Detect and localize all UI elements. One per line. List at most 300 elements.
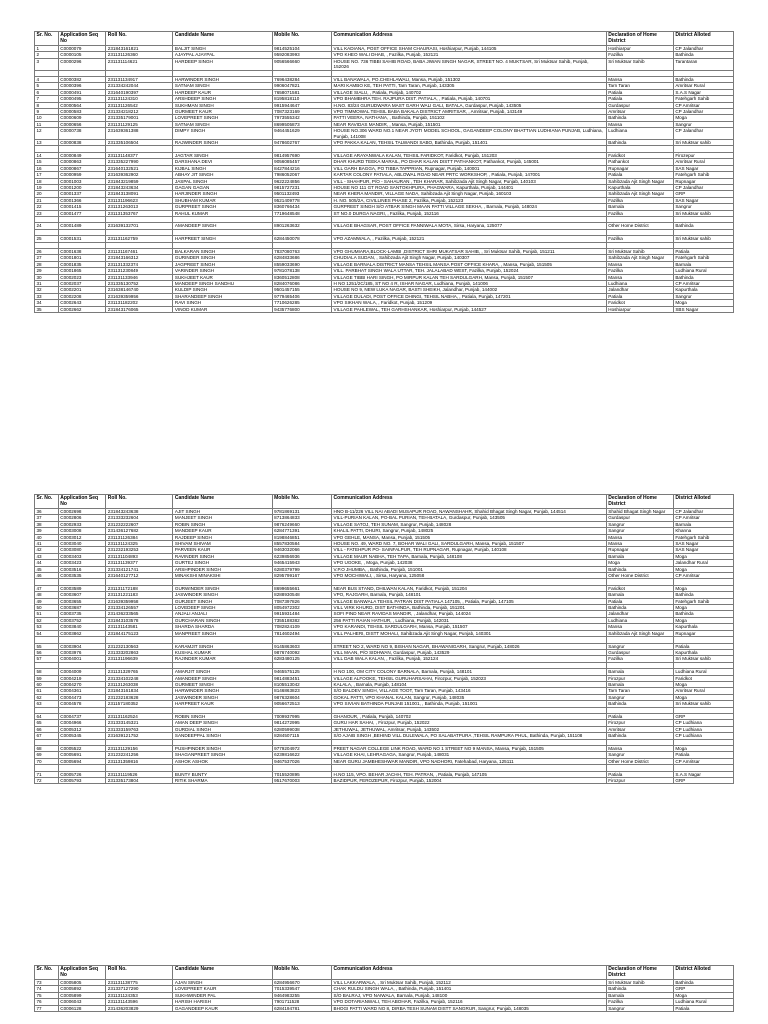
table-cell: Bathinda — [673, 52, 733, 58]
table-cell: Bathinda — [673, 980, 733, 986]
table-cell: Fazilka — [606, 197, 673, 203]
table-cell: 231232193253 — [106, 547, 173, 553]
table-cell: 231131129125 — [106, 121, 173, 127]
table-cell: VPO MOCHIWALI, , Sirsa, Haryana, 125058 — [332, 573, 607, 579]
table-cell: C0005805 — [58, 980, 106, 986]
table-cell: VILLAGE DULADI, POST OFFICE DHINGI, TEHSIL NABHA, , Patiala, Punjab, 147201 — [332, 293, 607, 299]
table-cell: Patiala — [606, 598, 673, 604]
table-cell: C0000382 — [58, 77, 106, 83]
table-cell: C0002662 — [58, 306, 106, 312]
table-cell: 22 — [35, 204, 59, 210]
table-cell: Amritsar — [606, 726, 673, 732]
table-cell: GURTEJ SINGH — [173, 560, 272, 566]
table-cell: 231436203829 — [106, 1005, 173, 1011]
table-cell: SAS Nagar — [673, 547, 733, 553]
table-cell: 6283480125 — [272, 656, 331, 662]
table-cell: GURU HAR SAHAI, , Firozpur, Punjab, 152022 — [332, 720, 607, 726]
table-cell: VPO AZAMWALA, , Fazilka, Punjab, 152121 — [332, 236, 607, 242]
table-cell: Amritsar Rural — [673, 688, 733, 694]
table-cell: VPO PAKKA KALAN, TEHSIL TALWANDI SABO, Bathinda, Punjab, 151401 — [332, 140, 607, 146]
table-cell: 231131138775 — [106, 980, 173, 986]
table-cell: CP Amritsar — [673, 515, 733, 521]
table-cell: Faridkot — [673, 675, 733, 681]
table-cell: 231131162759 — [106, 236, 173, 242]
table-cell: C0003655 — [58, 598, 106, 604]
table-cell: HARPREET SINGH — [173, 236, 272, 242]
table-cell: 231131126384 — [106, 534, 173, 540]
table-cell: Sri Muktsar Sahib — [606, 980, 673, 986]
table-cell: CP Amritsar — [673, 573, 733, 579]
table-cell: Jalandhar Rural — [673, 560, 733, 566]
table-cell: 231843166312 — [106, 255, 173, 261]
table-cell: LOVEPREET SINGH — [173, 115, 272, 121]
table-cell: 231436127682 — [106, 528, 173, 534]
table-cell: 231131143581 — [106, 624, 173, 630]
table-cell: 38 — [35, 521, 59, 527]
table-cell: 231334121741 — [106, 566, 173, 572]
column-header: Declaration of Home District — [606, 32, 673, 46]
table-cell: C0001200 — [58, 184, 106, 190]
table-cell: Fatehgarh Sahib — [673, 172, 733, 178]
column-header: Sr. No. — [35, 32, 59, 46]
table-cell: 6280379799 — [272, 566, 331, 572]
table-cell: 8713864833 — [272, 515, 331, 521]
table-cell: 231131332374 — [106, 261, 173, 267]
table-cell: C0004001 — [58, 656, 106, 662]
table-cell: C0003687 — [58, 605, 106, 611]
table-cell: C0003752 — [58, 617, 106, 623]
table-cell: Ludhiana Rural — [673, 268, 733, 274]
table-cell: Rupnagar — [606, 165, 673, 171]
table-cell: C0003008 — [58, 528, 106, 534]
table-cell: AJIT SINGH — [173, 509, 272, 515]
table-cell: 231131134917 — [106, 77, 173, 83]
table-cell: 8054972302 — [272, 605, 331, 611]
table-cell: C0002037 — [58, 280, 106, 286]
table-cell: Faridkot — [606, 585, 673, 591]
table-cell: DARSHANA DEVI — [173, 159, 272, 165]
table-cell: Rupnagar — [673, 630, 733, 636]
table-cell: C0002698 — [58, 509, 106, 515]
table-cell: CP Jalandhar — [673, 46, 733, 52]
table-cell: HOUSE NO. 49, WARD NO. 7, BOHAR WALI GALI, SARDULGARH, Mansa, Punjab, 151507 — [332, 541, 607, 547]
table-cell: C0002643 — [58, 300, 106, 306]
table-cell: Patiala — [606, 89, 673, 95]
table-cell: C0004270 — [58, 681, 106, 687]
table-cell: KUSHAL KUMAR — [173, 649, 272, 655]
table-cell: CP Amritsar — [673, 280, 733, 286]
table-cell: Patiala — [606, 96, 673, 102]
table-cell: Sangrur — [673, 121, 733, 127]
table-cell: 9781869131 — [272, 509, 331, 515]
table-cell: 30 — [35, 274, 59, 280]
table-cell: 9 — [35, 109, 59, 115]
table-cell: AJAYPAL AJAYPAL — [173, 52, 272, 58]
table-cell: Sangrur — [673, 204, 733, 210]
table-cell: 7837080763 — [272, 248, 331, 254]
table-cell: VILL VIRK KHURD, DIST BATHINDA, Bathinda, Punjab, 151201 — [332, 605, 607, 611]
table-cell: KIJBAL SINGH — [173, 165, 272, 171]
table-cell: 31 — [35, 280, 59, 286]
table-cell: VILL-PURIAN KALAN, PO-BAL PURIAN, TEH-BATALA, Gurdaspur, Punjab, 143505 — [332, 515, 607, 521]
table-cell: PREET NAGAR COLLEGE LINK ROAD, WARD NO 1 STREET NO 9 MANSA, Mansa, Punjab, 151505 — [332, 745, 607, 751]
table-cell: BALKARAN SINGH — [173, 248, 272, 254]
table-cell: VPO SIKHAN WALA, , Faridkot, Punjab, 151209 — [332, 300, 607, 306]
table-cell: H.NO 115, VPO. BEHAR JACHH, TEH. PATRAN, , Patiala, Punjab, 147105 — [332, 771, 607, 777]
table-cell: 9056085457 — [272, 159, 331, 165]
table-cell: BUNTY BUNTY — [173, 771, 272, 777]
table-cell: C0005899 — [58, 992, 106, 998]
table-cell: 48 — [35, 592, 59, 598]
table-cell: VILL - SHAHPUR, P/O - SAHAURAN , TEH KHARAR, Sahibzada Ajit Singh Nagar, Punjab, 140103 — [332, 178, 607, 184]
table-cell: Patiala — [673, 248, 733, 254]
table-cell: 67 — [35, 733, 59, 739]
table-cell: VILL LAKKARWALA, , Sri Muktsar Sahib, Punjab, 152112 — [332, 980, 607, 986]
table-cell: AMARJIT SINGH — [173, 669, 272, 675]
table-cell: 9463032066 — [272, 547, 331, 553]
table-cell: SHUBHAM KUMAR — [173, 197, 272, 203]
table-cell: 7973555342 — [272, 115, 331, 121]
table-cell: Sri Muktsar Sahib — [606, 58, 673, 70]
column-header: Roll No. — [106, 966, 173, 980]
table-cell: 231843161821 — [106, 46, 173, 52]
table-cell: C0003040 — [58, 541, 106, 547]
table-cell: Tarantaran — [673, 58, 733, 70]
table-cell: ABHAY JIT SINGH — [173, 172, 272, 178]
table-cell: Patiala — [606, 771, 673, 777]
table-cell: 8146863823 — [272, 688, 331, 694]
table-cell: Moga — [673, 300, 733, 306]
table-cell: CP Jalandhar — [673, 128, 733, 140]
table-cell: C0005312 — [58, 726, 106, 732]
table-cell: 231640132521 — [106, 165, 173, 171]
table-cell: H NO 100, OM CITY COLONY BARNALA, Barnala, Punjab, 148101 — [332, 669, 607, 675]
table-block-1 — [34, 31, 734, 313]
table-cell: Moga — [673, 115, 733, 121]
table-cell: 61 — [35, 688, 59, 694]
table-cell: 231334218212 — [106, 109, 173, 115]
table-cell: 10 — [35, 115, 59, 121]
column-header: Mobile No. — [272, 495, 331, 509]
table-cell: C0000079 — [58, 46, 106, 52]
table-cell: 8288930548 — [272, 592, 331, 598]
table-cell: 7658071581 — [272, 89, 331, 95]
table-cell: AMAN DEEP SINGH — [173, 720, 272, 726]
table-cell: AMANDEEP SINGH — [173, 675, 272, 681]
table-cell: 231335106504 — [106, 140, 173, 146]
table-cell: C0005793 — [58, 777, 106, 783]
table-cell: Bathinda — [673, 611, 733, 617]
table-cell: SOFI PIND NEAR RAVIDAS MANDIR, , Jalandhar, Punjab, 144024 — [332, 611, 607, 617]
table-cell: Fazilka — [606, 52, 673, 58]
table-cell: Barnala — [606, 669, 673, 675]
table-cell: Amritsar — [606, 109, 673, 115]
column-header: Communication Address — [332, 966, 607, 980]
column-header: Candidate Name — [173, 32, 272, 46]
table-cell: Tarn Taran — [606, 688, 673, 694]
table-cell: H.NO. 83/24 GURUDWARA MAST GARH WALI GALI, BATALA, Gurdaspur, Punjab, 143505 — [332, 102, 607, 108]
table-cell: VILLAGE MAUR NABHA, TEH TAPA, Barnala, Punjab, 148108 — [332, 553, 607, 559]
table-cell: 231131196639 — [106, 656, 173, 662]
table-cell: 56 — [35, 649, 59, 655]
table-cell: C0005694 — [58, 758, 106, 764]
table-cell: CP Amritsar — [673, 102, 733, 108]
table-cell: AJAN SINGH — [173, 980, 272, 986]
table-cell: 231131167461 — [106, 248, 173, 254]
table-cell: Barnala — [673, 521, 733, 527]
table-cell: C0003589 — [58, 585, 106, 591]
table-cell: Bathinda — [673, 592, 733, 598]
table-cell: 9464451629 — [272, 128, 331, 140]
candidate-table — [34, 31, 734, 313]
table-row — [35, 1005, 734, 1011]
table-cell: 9814525104 — [272, 46, 331, 52]
table-cell: C0004009 — [58, 669, 106, 675]
table-cell: Firozpur — [606, 777, 673, 783]
table-cell: H NO 1251/2C/185, ST NO 4 R, ISHAR NAGAR, Ludhiana, Punjab, 141006 — [332, 280, 607, 286]
table-cell: C0001865 — [58, 268, 106, 274]
table-cell: VILL GARH BAGGA, PO TIBBA TAPPRIAN, Rupnagar, Punjab, 140001 — [332, 165, 607, 171]
table-cell: HARWINDER SINGH — [173, 688, 272, 694]
table-cell: 4 — [35, 77, 59, 83]
table-cell: 8295799167 — [272, 573, 331, 579]
table-cell: C0000838 — [58, 140, 106, 146]
table-cell: 9056672513 — [272, 701, 331, 707]
table-cell: 12 — [35, 128, 59, 140]
table-cell: RAHUL KUMAR — [173, 210, 272, 216]
table-cell: 9876740092 — [272, 649, 331, 655]
table-cell: Sri Muktsar sahib — [673, 140, 733, 146]
table-cell: 231131124353 — [106, 992, 173, 998]
table-cell: Amritsar Rural — [673, 83, 733, 89]
table-cell: 9814957690 — [272, 152, 331, 158]
table-cell: Gurdaspur — [606, 102, 673, 108]
table-cell: Barnala — [606, 592, 673, 598]
table-cell: VILLAGE BHAGSAR, POST OFFICE PANNIWALA MOTA, Sirsa, Haryana, 125077 — [332, 223, 607, 229]
table-cell: C0000296 — [58, 58, 106, 70]
table-cell: Bathinda — [673, 77, 733, 83]
table-cell: Other Home District — [606, 758, 673, 764]
table-cell: 26 — [35, 248, 59, 254]
table-cell: Bathinda — [606, 566, 673, 572]
table-cell: Patiala — [673, 1005, 733, 1011]
table-cell: 7355188382 — [272, 617, 331, 623]
table-cell: 25 — [35, 236, 59, 242]
table-cell: 58 — [35, 669, 59, 675]
table-cell: 231131148377 — [106, 152, 173, 158]
table-cell: 8284076086 — [272, 280, 331, 286]
table-cell: VILLAGE PAHLEWAL, TEH GARHSHANKAR, Hoshiarpur, Punjab, 144527 — [332, 306, 607, 312]
table-cell: 39 — [35, 528, 59, 534]
table-cell: CP Jalandhar — [673, 109, 733, 115]
table-cell: Other Home District — [606, 223, 673, 229]
table-cell: 7 — [35, 96, 59, 102]
table-cell: GURDIAL SINGH — [173, 726, 272, 732]
table-cell: Sri Muktsar sahib — [673, 701, 733, 707]
table-cell: 65 — [35, 720, 59, 726]
table-cell: C0003840 — [58, 624, 106, 630]
table-cell: C0003862 — [58, 630, 106, 636]
table-cell: 231232130563 — [106, 643, 173, 649]
table-cell: 59 — [35, 675, 59, 681]
table-cell: VPO UGOKE, , Moga, Punjab, 142038 — [332, 560, 607, 566]
table-cell: Sri Muktsar sahib — [673, 656, 733, 662]
table-cell: SUKHMAN SINGH — [173, 102, 272, 108]
table-cell: 231843161834 — [106, 688, 173, 694]
table-cell: 9465415943 — [272, 560, 331, 566]
table-cell: Khanna — [673, 528, 733, 534]
table-cell: 231131104893 — [106, 553, 173, 559]
column-header: Mobile No. — [272, 966, 331, 980]
table-cell: 231232222607 — [106, 521, 173, 527]
table-cell: 68 — [35, 745, 59, 751]
table-cell: 7696438284 — [272, 77, 331, 83]
table-cell: C0002208 — [58, 293, 106, 299]
table-cell: 52 — [35, 617, 59, 623]
table-cell: Sangrur — [673, 293, 733, 299]
table-cell: Moga — [673, 992, 733, 998]
table-cell: C0001489 — [58, 223, 106, 229]
table-cell: GURMEET KAUR — [173, 109, 272, 115]
table-cell: KHALIL PATTI, DHURI, Sangrur, Punjab, 148025 — [332, 528, 607, 534]
table-cell: Sangrur — [606, 694, 673, 700]
table-cell: Barnala — [606, 204, 673, 210]
table-cell: 7082824109 — [272, 624, 331, 630]
table-cell: KARAMJIT SINGH — [173, 643, 272, 649]
table-cell: ROBIN SINGH — [173, 521, 272, 527]
table-cell: NEAR RAVIDAS MANDIR, , Mansa, Punjab, 151501 — [332, 121, 607, 127]
table-cell: 231334102248 — [106, 675, 173, 681]
table-cell: 64 — [35, 713, 59, 719]
table-cell: GURINDER SINGH — [173, 255, 272, 261]
table-cell: 231131133946 — [106, 274, 173, 280]
table-cell: VPO KHEO WALI DHAB, , Fazilka, Punjab, 152121 — [332, 52, 607, 58]
table-cell: 9467537026 — [272, 758, 331, 764]
table-cell: 9435776800 — [272, 306, 331, 312]
table-cell: Sahibzada Ajit Singh Nagar — [606, 630, 673, 636]
table-cell: C0003080 — [58, 547, 106, 553]
table-cell: 74 — [35, 986, 59, 992]
table-cell: GURWINDER SINGH — [173, 585, 272, 591]
table-cell: VPO BHAMBHRA TEH. RAJPURA DIST. PATIALA, , Patiala, Punjab, 140701 — [332, 96, 607, 102]
table-cell: C0000105 — [58, 52, 106, 58]
table-cell: 6280599038 — [272, 726, 331, 732]
table-cell: Rupnagar — [673, 178, 733, 184]
table-cell: 256 PATTI RAIAN HATHUR, , Ludhiana, Punjab, 142031 — [332, 617, 607, 623]
table-cell: 16 — [35, 165, 59, 171]
table-cell: Bathinda — [606, 115, 673, 121]
table-cell: Bathinda — [673, 274, 733, 280]
table-cell: Sangrur — [606, 643, 673, 649]
table-cell: 9145863603 — [272, 643, 331, 649]
table-cell: 231131230849 — [106, 268, 173, 274]
table-cell: 231436233565 — [106, 611, 173, 617]
table-cell: HARDEEP SINGH — [173, 58, 272, 70]
table-cell: Sahibzada Ajit Singh Nagar — [606, 191, 673, 197]
table-cell: Patiala — [606, 293, 673, 299]
table-cell: 8105513042 — [272, 681, 331, 687]
table-cell: C0003423 — [58, 560, 106, 566]
table-cell: HOUSE NO.306 WARD NO.1 NEAR JYOTI MODEL SCHOOL, GAGANDEEP COLONY BHATTIAN LUDHIANA PUNJAB, Ludhiana, Punjab, 141008 — [332, 128, 607, 140]
table-cell: 21 — [35, 197, 59, 203]
table-cell: DIMPY SINGH — [173, 128, 272, 140]
table-cell: 50 — [35, 605, 59, 611]
table-cell: 231639359958 — [106, 598, 173, 604]
table-cell: Fazilka — [606, 268, 673, 274]
table-cell: C0001531 — [58, 236, 106, 242]
table-cell: Bathinda — [606, 140, 673, 146]
table-cell: 231638146740 — [106, 287, 173, 293]
table-cell: 46 — [35, 573, 59, 579]
table-cell: Moga — [606, 560, 673, 566]
table-cell: C0002933 — [58, 521, 106, 527]
table-cell: PUSHPINDER SINGH — [173, 745, 272, 751]
table-cell: 9876249660 — [272, 521, 331, 527]
table-cell: 19 — [35, 184, 59, 190]
table-cell: V.P.O JHUMBA, , Bathinda, Punjab, 151001 — [332, 566, 607, 572]
table-cell: HARISH HARISH — [173, 999, 272, 1005]
table-cell: VPO GHUMIARA,BLOCK-LAMBI ,DISTRICT SHRI MUKATSAR SAHIB, , Sri Muktsar Sahib, Punjab, 151211 — [332, 248, 607, 254]
table-cell: Pathankot — [606, 159, 673, 165]
table-cell: 9814272995 — [272, 720, 331, 726]
table-cell: C0000609 — [58, 115, 106, 121]
table-cell: 231844175123 — [106, 630, 173, 636]
table-cell: 9779204972 — [272, 745, 331, 751]
table-cell: C0005522 — [58, 745, 106, 751]
table-cell: 7087323169 — [272, 109, 331, 115]
table-cell: NEAR KHERA MANDIR, VILLAGE NADA, Sahibzada Ajit Singh Nagar, Punjab, 160103 — [332, 191, 607, 197]
table-cell: JETHUWAL, JETHUWAL, Amritsar, Punjab, 143502 — [332, 726, 607, 732]
table-cell: C0001366 — [58, 197, 106, 203]
table-cell: Rupnagar — [606, 547, 673, 553]
table-cell: 76 — [35, 999, 59, 1005]
table-cell: Ludhiana — [606, 617, 673, 623]
table-cell: VPO, RAJGARH, Barnala, Punjab, 148101 — [332, 592, 607, 598]
table-cell: ROBIN SINGH — [173, 713, 272, 719]
table-cell: 77 — [35, 1005, 59, 1011]
table-cell: VPO TIMMOWAL TEHSIL BABA BAKALA DISTRICT AMRITSAR, , Amritsar, Punjab, 143149 — [332, 109, 607, 115]
table-cell: VPO SIVIAN BATHINDA PUNJAB 151001, , Bathinda, Punjab, 151001 — [332, 701, 607, 707]
table-cell: 47 — [35, 585, 59, 591]
column-header: District Alloted — [673, 495, 733, 509]
table-cell: CP Ludhiana — [673, 733, 733, 739]
table-cell: 63 — [35, 701, 59, 707]
table-cell: 53 — [35, 624, 59, 630]
table-cell: 45 — [35, 566, 59, 572]
table-cell: 8195818110 — [272, 96, 331, 102]
table-cell: 231640190397 — [106, 89, 173, 95]
table-cell: 13 — [35, 140, 59, 146]
table-cell: C0001638 — [58, 248, 106, 254]
table-cell: VILL KADIANA, POST OFFICE SHAM CHAURASI, Hoshiarpur, Punjab, 144105 — [332, 46, 607, 52]
table-cell: C0000867 — [58, 165, 106, 171]
column-header: Communication Address — [332, 32, 607, 46]
table-cell: 8901263632 — [272, 223, 331, 229]
table-cell: Sri Muktsar Sahib — [606, 248, 673, 254]
table-cell: 7710626285 — [272, 300, 331, 306]
table-cell: C0005345 — [58, 733, 106, 739]
table-cell: Other Home District — [606, 573, 673, 579]
table-cell: 231131162524 — [106, 713, 173, 719]
table-cell: 231131143596 — [106, 999, 173, 1005]
table-cell: 57 — [35, 656, 59, 662]
table-cell: S/O BALDEV SINGH, VILLAGE TOOT, Tarn Taran, Punjab, 143416 — [332, 688, 607, 694]
table-cell: JAGTAR SINGH — [173, 152, 272, 158]
table-cell: Bathinda — [606, 733, 673, 739]
table-cell: C0002023 — [58, 274, 106, 280]
table-cell: MANDEEP KAUR — [173, 528, 272, 534]
table-cell: 72 — [35, 777, 59, 783]
